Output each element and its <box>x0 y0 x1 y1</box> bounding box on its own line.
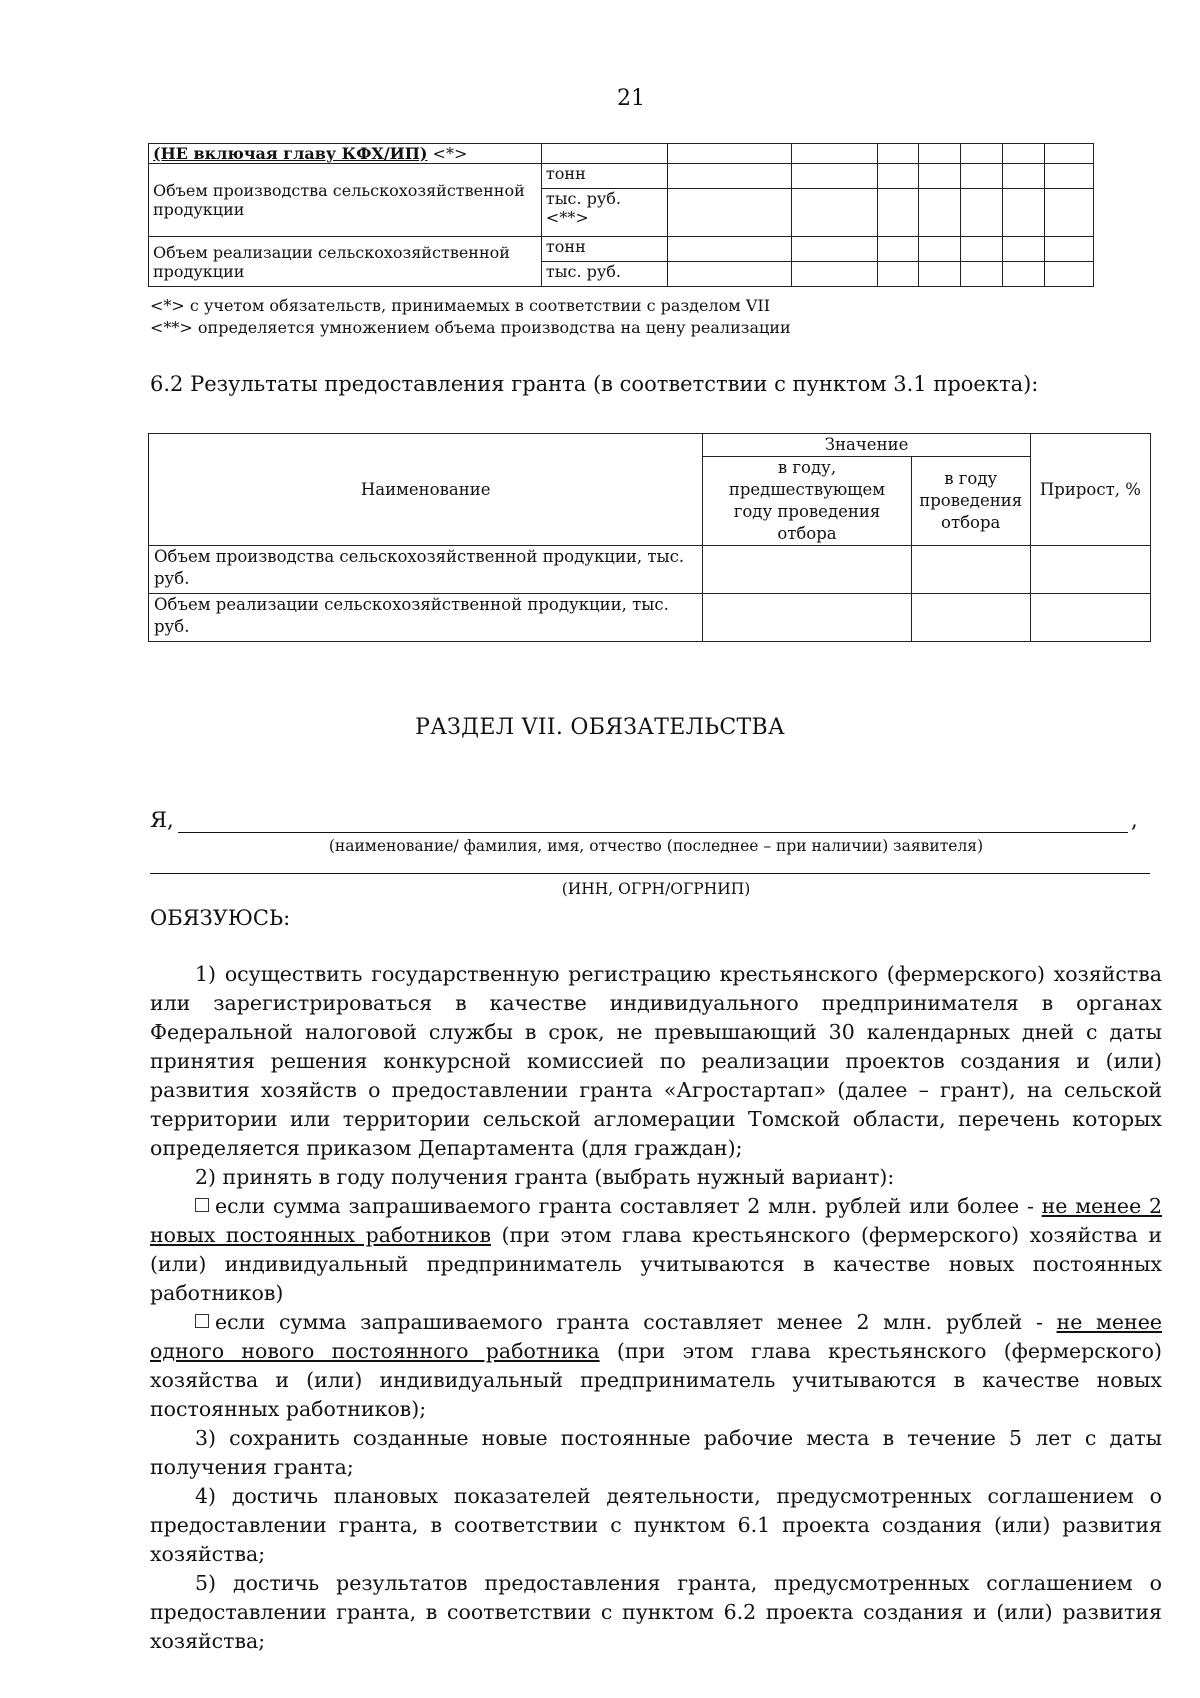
table-cell <box>703 546 911 594</box>
table-cell: Объем производства сельскохозяйственной продукции <box>149 164 542 237</box>
header-suffix: <*> <box>427 144 468 163</box>
header-bold-text: (НЕ включая главу КФХ/ИП) <box>153 144 428 163</box>
table-cell: тыс. руб. <**> <box>541 189 667 237</box>
table-row <box>149 434 1151 457</box>
table-cell <box>541 144 667 164</box>
table-cell <box>919 262 960 287</box>
table-cell <box>792 262 878 287</box>
inn-fill-line <box>150 873 1150 874</box>
option-2-text: если сумма запрашиваемого гранта составляет менее 2 млн. рублей - <box>215 1310 1057 1334</box>
table-cell: тонн <box>541 237 667 262</box>
col-growth-header: Прирост, % <box>1030 434 1150 546</box>
table-cell <box>1044 189 1093 237</box>
item-2: 2) принять в году получения гранта (выбрать нужный вариант): <box>195 1165 895 1189</box>
item-5: 5) достичь результатов предоставления гранта, предусмотренных соглашением о предоставлении гранта, в соответствии с пунктом 6.2 проекта создания и (или) развития хозяйства; <box>150 1571 1162 1653</box>
name-fill-line <box>178 832 1128 833</box>
option-2-rest: (при этом глава крестьянского (фермерского) хозяйства и (или) индивидуальный предприниматель учитываются в качестве новых постоянных работников); <box>150 1339 1162 1421</box>
obligations-heading: ОБЯЗУЮСЬ: <box>150 906 291 930</box>
table-cell <box>1002 262 1044 287</box>
col-value-header: Значение <box>703 434 1030 457</box>
table-cell <box>1044 237 1093 262</box>
form-ya-label: Я, <box>150 808 174 832</box>
table-cell <box>792 237 878 262</box>
section-62-title: 6.2 Результаты предоставления гранта (в соответствии с пунктом 3.1 проекта): <box>150 372 1039 396</box>
checkbox-icon[interactable] <box>195 1198 209 1212</box>
table-cell <box>668 164 792 189</box>
col-curr-header: в году проведения отбора <box>911 457 1030 546</box>
table-cell <box>877 164 918 189</box>
table-cell <box>792 189 878 237</box>
table-cell <box>960 237 1002 262</box>
table-cell <box>911 546 1030 594</box>
table-cell <box>1002 144 1044 164</box>
table-cell <box>919 144 960 164</box>
table-cell <box>960 164 1002 189</box>
table-cell <box>911 594 1030 642</box>
table-cell <box>1002 164 1044 189</box>
option-2 <box>150 1308 1162 1424</box>
footnote-2: <**> определяется умножением объема производства на цену реализации <box>150 318 791 337</box>
table-cell <box>877 189 918 237</box>
table-cell <box>960 144 1002 164</box>
table-cell: тыс. руб. <box>541 262 667 287</box>
option-1-rest: (при этом глава крестьянского (фермерского) хозяйства и (или) индивидуальный предприниматель учитываются в качестве новых постоянных работников) <box>150 1223 1162 1305</box>
grant-results-table <box>148 433 1151 642</box>
item-4: 4) достичь плановых показателей деятельности, предусмотренных соглашением о предоставлении гранта, в соответствии с пунктом 6.1 проекта создания (или) развития хозяйства; <box>150 1484 1162 1566</box>
table-cell <box>960 262 1002 287</box>
obligations-body <box>150 960 1162 1656</box>
table-cell <box>1044 144 1093 164</box>
item-3: 3) сохранить созданные новые постоянные рабочие места в течение 5 лет с даты получения гранта; <box>150 1426 1162 1479</box>
table-cell <box>960 189 1002 237</box>
item-1: 1) осуществить государственную регистрацию крестьянского (фермерского) хозяйства или зарегистрироваться в качестве индивидуального предпринимателя в органах Федеральной налоговой службы в срок, не превышающий 30 календарных дней с даты принятия решения конкурсной комиссией по реализации проектов создания и (или) развития хозяйств о предоставлении гранта «Агростартап» (далее – грант), на сельской территории или территории сельской агломерации Томской области, перечень которых определяется приказом Департамента (для граждан); <box>150 962 1162 1160</box>
table-row <box>149 594 1151 642</box>
table-cell <box>668 237 792 262</box>
table-cell <box>877 262 918 287</box>
form-comma: , <box>1131 808 1138 832</box>
table-cell <box>668 144 792 164</box>
section-7-title: РАЗДЕЛ VII. ОБЯЗАТЕЛЬСТВА <box>415 715 785 740</box>
table-cell <box>792 164 878 189</box>
table-cell <box>1044 262 1093 287</box>
table-cell <box>1030 594 1150 642</box>
table-cell <box>1044 164 1093 189</box>
col-prev-header: в году, предшествующем году проведения отбора <box>703 457 911 546</box>
table-row <box>149 144 1094 164</box>
table-cell: Объем производства сельскохозяйственной продукции, тыс. руб. <box>149 546 703 594</box>
table-cell: Объем реализации сельскохозяйственной продукции <box>149 237 542 287</box>
option-1-underlined: не менее 2 новых постоянных работников <box>150 1194 1163 1247</box>
table-cell <box>1002 189 1044 237</box>
table-row <box>149 237 1094 262</box>
table-row <box>149 164 1094 189</box>
table-cell <box>919 237 960 262</box>
table-cell: Объем реализации сельскохозяйственной продукции, тыс. руб. <box>149 594 703 642</box>
production-table <box>148 143 1094 287</box>
table-cell <box>877 144 918 164</box>
table-cell <box>792 144 878 164</box>
table-cell: тонн <box>541 164 667 189</box>
table-cell <box>668 189 792 237</box>
page-number: 21 <box>617 86 645 111</box>
footnote-1: <*> с учетом обязательств, принимаемых в соответствии с разделом VII <box>150 296 771 315</box>
table-cell <box>877 237 918 262</box>
col-name-header: Наименование <box>149 434 703 546</box>
table-cell <box>1030 546 1150 594</box>
inn-caption: (ИНН, ОГРН/ОГРНИП) <box>561 880 751 898</box>
name-caption: (наименование/ фамилия, имя, отчество (последнее – при наличии) заявителя) <box>328 837 984 855</box>
option-2-underlined: не менее одного нового постоянного работника <box>150 1310 1162 1363</box>
table-cell <box>668 262 792 287</box>
table-cell <box>919 189 960 237</box>
table-row <box>149 546 1151 594</box>
option-1 <box>150 1192 1162 1308</box>
table-cell <box>149 144 542 164</box>
table-cell <box>703 594 911 642</box>
table-cell <box>1002 237 1044 262</box>
checkbox-icon[interactable] <box>195 1314 209 1328</box>
option-1-text: если сумма запрашиваемого гранта составляет 2 млн. рублей или более - <box>215 1194 1042 1218</box>
table-cell <box>919 164 960 189</box>
